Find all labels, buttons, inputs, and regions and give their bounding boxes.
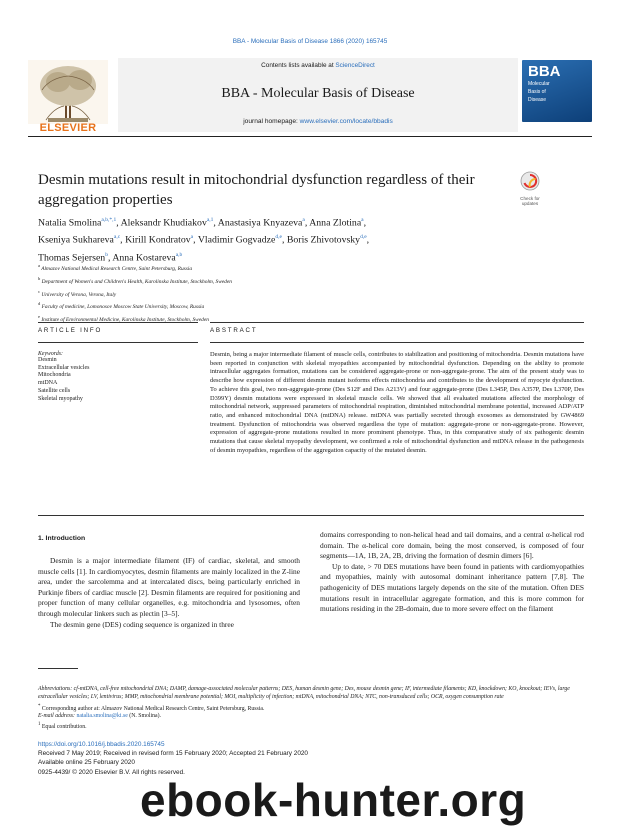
author-name[interactable]: Aleksandr Khudiakov [120, 217, 207, 229]
author-affiliation-mark[interactable]: b [105, 251, 108, 258]
affiliation: $^b$ Department of Women's and Children's Health, Karolinska Institute, Stockholm, Sweden [38, 275, 232, 285]
publisher-name: ELSEVIER [39, 122, 97, 134]
author-separator: , [193, 234, 198, 246]
keyword: Extracellular vesicles [38, 364, 90, 371]
elsevier-tree-icon [28, 60, 108, 124]
keyword: mtDNA [38, 380, 58, 387]
doi-link[interactable]: https://doi.org/10.1016/j.bbadis.2020.165745 [38, 741, 165, 748]
email-link[interactable]: natalia.smolina@ki.se [76, 713, 128, 720]
divider [38, 515, 584, 516]
cover-subtitle-2: Basis of [528, 89, 546, 95]
cover-subtitle-1: Molecular [528, 81, 550, 87]
author-affiliation-mark[interactable]: a [302, 217, 305, 223]
author-name[interactable]: Anna Kostareva [112, 252, 176, 264]
journal-citation[interactable]: BBA - Molecular Basis of Disease 1866 (2020) 165745 [232, 38, 388, 45]
online-date: Available online 25 February 2020 [38, 759, 135, 767]
author-affiliation-mark[interactable]: d,e [275, 234, 282, 241]
body-column-right [320, 530, 584, 615]
journal-title: BBA - Molecular Basis of Disease [221, 86, 415, 101]
paragraph: Desmin is a major intermediate filament (IF) of cardiac, skeletal, and smooth muscle cells [1]. In cardiomyocytes, desmin filaments are mainly localized in the Z-line area, under the sarcolemma and at intercalated discs, being particularly enriched in Purkinje fibers of cardiac muscle [2]. Desmin filaments are required for positioning and proper function of many cellular organelles, e.g. mitochondria and lysosomes, often through molecular linkers such as plectin [3–5]. [38, 556, 300, 618]
check-updates-icon [520, 171, 540, 191]
paragraph: Up to date, > 70 DES mutations have been found in patients with cardiomyopathies and myopathies, mainly with autosomal dominant inheritance pattern [7,8]. The pathogenicity of DES mutations largely depends on the site of the mutation. Often DES mutations result in intracellular aggregate formation, and this is more common for mutations residing in the 2B-domain, due to more severe effect on the filament [320, 561, 584, 614]
abstract-text: Desmin, being a major intermediate filament of muscle cells, contributes to stabilization and positioning of mitochondria. Desmin mutations have been reported in conjunction with skeletal myopathies accompanied by mitochondrial dysfunction. Depending on the ability to promote intracellular aggregates formation, mutations can be considered aggregate-prone or non-aggregate-prone. The aim of the present study was to describe how expression of different desmin mutant isoforms effects mitochondria and contributes to the development of myocyte dysfunction. To achieve this goal, two non-aggregate-prone (Des S12F and Des A213V) and four aggregate-prone (Des L345P, Des A357P, Des L370P, Des D399Y) desmin mutations were expressed in skeletal muscle cells. We showed that all evaluated mutations affected the morphology of mitochondrial network, suppressed parameters of mitochondrial respiration, diminished mitochondrial membrane potential, increased ADP/ATP ratio, and enhanced mitochondrial DNA (mtDNA) release. mtDNA was partially secreted through exosomes as demonstrated by GW4869 treatment. Dysfunction of mitochondria was observed regardless the type of mutation: aggregate-prone or non-aggregate-prone. However, expression of aggregate-prone mutations resulted in more prominent phenotype. Thus, in this comparative study of six pathogenic desmin mutations that cause skeletal myopathy development, we confirmed a role of mitochondrial dysfunction and mtDNA release in the pathogenesis of desmin myopathies, regardless of the aggregation capacity of the mutated desmin. [210, 351, 584, 454]
homepage-link[interactable]: www.elsevier.com/locate/bbadis [299, 118, 393, 125]
author-affiliation-mark[interactable]: a [190, 234, 194, 241]
author-name[interactable]: Anna Zlotina [309, 217, 362, 229]
body-column-left [38, 556, 300, 630]
keyword: Skeletal myopathy [38, 395, 83, 402]
author-list [38, 213, 568, 265]
paragraph: The desmin gene (DES) coding sequence is organized in three [50, 619, 234, 629]
author-separator: , [281, 234, 287, 246]
author-separator: , [304, 217, 310, 229]
author-separator: , [120, 234, 126, 246]
author-separator: , [363, 217, 367, 229]
affiliation: $^a$ Almazov National Medical Research Centre, Saint Petersburg, Russia [38, 263, 193, 272]
divider [210, 322, 584, 323]
keyword: Mitochondria [38, 372, 71, 379]
keywords-block [38, 351, 198, 403]
author-name[interactable]: Anastasiya Knyazeva [217, 217, 303, 229]
publication-info [38, 740, 438, 777]
paragraph: domains corresponding to non-helical head and tail domains, and a central α-helical rod domain. The α-helical core domain, being the most conserved, is composed of four segments—1A, 1B, 2A, 2B, driving the formation of desmin dimers [6]. [320, 530, 584, 561]
sciencedirect-link[interactable]: ScienceDirect [335, 62, 375, 69]
affiliation: $^d$ Faculty of medicine, Lomonosov Moscow State University, Moscow, Russia [38, 301, 205, 311]
journal-cover-thumbnail [522, 60, 592, 122]
keyword: Desmin [38, 357, 57, 363]
author-name[interactable]: Natalia Smolina [38, 217, 102, 229]
cover-subtitle-3: Disease [528, 97, 547, 103]
author-separator: , [366, 234, 370, 246]
journal-homepage: journal homepage: www.elsevier.com/locate/bbadis [243, 118, 393, 125]
keywords-label: Keywords: [38, 351, 63, 357]
journal-header [28, 56, 592, 137]
equal-contribution-note: $^1$ Equal contribution. [38, 722, 87, 731]
contents-line: Contents lists available at ScienceDirect [261, 62, 375, 69]
author-name[interactable]: Vladimir Gogvadze [197, 234, 276, 246]
author-separator: , [107, 252, 113, 264]
email-note: E-mail address: natalia.smolina@ki.se (N. Smolina). [38, 713, 161, 720]
elsevier-logo [28, 60, 108, 136]
article-title: Desmin mutations result in mitochondrial dysfunction regardless of their aggregation properties [38, 172, 475, 208]
author-name[interactable]: Boris Zhivotovsky [286, 234, 361, 246]
introduction-heading: 1. Introduction [38, 535, 86, 542]
keyword: Satellite cells [38, 387, 71, 394]
received-dates: Received 7 May 2019; Received in revised form 15 February 2020; Accepted 21 February 2020 [38, 750, 308, 758]
author-affiliation-mark[interactable]: a,c [113, 234, 121, 241]
author-affiliation-mark[interactable]: a [361, 217, 364, 223]
author-name[interactable]: Kirill Kondratov [125, 234, 191, 246]
divider [210, 342, 584, 343]
affiliation: $^e$ Institute of Environmental Medicine, Karolinska Institute, Stockholm, Sweden [38, 314, 209, 323]
abbreviations-note: Abbreviations: cf-mtDNA, cell-free mitochondrial DNA; DAMP, damage-associated molecular patterns; DES, human desmin gene; Des, mouse desmin gene; IF, intermediate filaments; KD, knockdown; KO, knockout; IEVs, large extracellular vesicles; LV, lentivirus; MMP, mitochondrial membrane potential; MOI, multiplicity of infection; mtDNA, mitochondrial DNA; NTC, non-transduced cells; OCR, oxygen consumption rate [38, 686, 570, 700]
copyright: 0925-4439/ © 2020 Elsevier B.V. All rights reserved. [38, 768, 185, 776]
article-info-heading: ARTICLE INFO [38, 327, 103, 334]
author-affiliation-mark[interactable]: a,b [175, 251, 183, 258]
affiliation: $^c$ University of Verona, Verona, Italy [38, 288, 117, 298]
author-affiliation-mark[interactable]: a,1 [206, 217, 214, 223]
check-for-updates-button[interactable]: Check for updates [508, 171, 552, 205]
watermark: ebook-hunter.org [140, 774, 527, 826]
author-separator: , [213, 217, 218, 229]
footnotes [38, 686, 586, 732]
author-name[interactable]: Kseniya Sukhareva [38, 234, 114, 246]
affiliation-list [38, 261, 568, 325]
author-affiliation-mark[interactable]: d,e [360, 234, 367, 241]
cover-title: BBA [528, 63, 561, 80]
author-separator: , [116, 217, 121, 229]
divider [38, 342, 198, 343]
journal-masthead [118, 58, 518, 132]
author-affiliation-mark[interactable]: a,b,*,1 [101, 217, 117, 223]
author-name[interactable]: Thomas Sejersen [38, 252, 106, 264]
corresponding-author-note: * Corresponding author at: Almazov National Medical Research Centre, Saint Petersburg, Russia. [38, 703, 265, 712]
footnote-divider [38, 668, 78, 669]
divider [38, 322, 198, 323]
abstract-heading: ABSTRACT [210, 327, 258, 334]
